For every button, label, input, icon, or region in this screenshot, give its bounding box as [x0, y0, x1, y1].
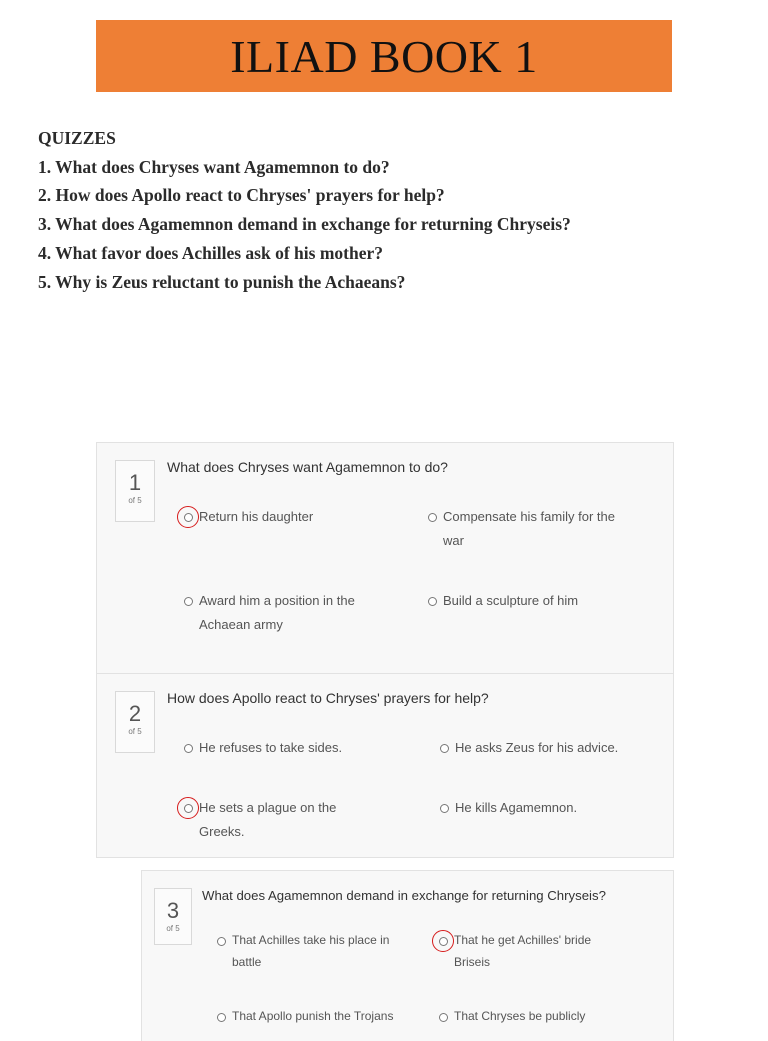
quiz-item: 4. What favor does Achilles ask of his mother? [38, 242, 383, 263]
option-label: Build a sculpture of him [443, 593, 579, 608]
quiz-item: 2. How does Apollo react to Chryses' prayers for help? [38, 185, 445, 206]
quiz-item: 5. Why is Zeus reluctant to punish the Achaeans? [38, 271, 406, 292]
question-card-1 [96, 442, 674, 674]
radio-button[interactable] [184, 744, 193, 753]
quiz-item: 3. What does Agamemnon demand in exchange for returning Chryseis? [38, 214, 571, 235]
page-title: ILIAD BOOK 1 [230, 30, 538, 82]
question-title: What does Agamemnon demand in exchange for returning Chryseis? [202, 888, 606, 903]
option-label: He sets a plague on the Greeks. [199, 800, 337, 839]
radio-button[interactable] [217, 1013, 226, 1022]
radio-button[interactable] [439, 1013, 448, 1022]
option-label: That Chryses be publicly [454, 1009, 586, 1023]
question-count: of 5 [128, 727, 142, 736]
question-card-2 [96, 673, 674, 858]
option-label: That Achilles take his place in battle [232, 933, 390, 969]
option-label: Award him a position in the Achaean army [199, 593, 355, 632]
question-number-box [115, 460, 155, 522]
option-label: Compensate his family for the war [443, 509, 615, 548]
question-count: of 5 [128, 496, 142, 505]
answer-option[interactable] [217, 929, 412, 973]
question-number-box [154, 888, 192, 945]
option-label: He asks Zeus for his advice. [455, 740, 619, 755]
red-circle-mark [177, 506, 199, 528]
question-title: What does Chryses want Agamemnon to do? [167, 459, 448, 475]
answer-option[interactable] [428, 505, 628, 553]
question-number: 2 [128, 701, 142, 726]
question-count: of 5 [166, 924, 180, 933]
answer-option[interactable] [184, 736, 384, 760]
answer-option[interactable] [440, 796, 640, 820]
radio-button[interactable] [428, 597, 437, 606]
radio-button[interactable] [428, 513, 437, 522]
question-number-box [115, 691, 155, 753]
option-label: He refuses to take sides. [199, 740, 343, 755]
answer-option[interactable] [439, 929, 629, 973]
question-title: How does Apollo react to Chryses' prayers for help? [167, 690, 489, 706]
radio-button[interactable] [440, 744, 449, 753]
option-label: Return his daughter [199, 509, 314, 524]
radio-button[interactable] [440, 804, 449, 813]
option-label: That he get Achilles' bride Briseis [454, 933, 592, 969]
quiz-list [38, 124, 738, 296]
radio-button[interactable] [184, 597, 193, 606]
question-number: 1 [128, 470, 142, 495]
option-label: That Apollo punish the Trojans [232, 1009, 394, 1023]
question-card-3 [141, 870, 674, 1041]
red-circle-mark [432, 930, 454, 952]
question-number: 3 [166, 898, 180, 923]
answer-option[interactable] [184, 796, 384, 844]
answer-option[interactable] [184, 505, 384, 529]
answer-option[interactable] [184, 589, 384, 637]
quizzes-heading: QUIZZES [38, 128, 116, 148]
quiz-item: 1. What does Chryses want Agamemnon to do? [38, 156, 390, 177]
option-label: He kills Agamemnon. [455, 800, 578, 815]
answer-option[interactable] [428, 589, 628, 613]
red-circle-mark [177, 797, 199, 819]
radio-button[interactable] [217, 937, 226, 946]
answer-option[interactable] [440, 736, 640, 760]
title-banner [96, 20, 672, 92]
